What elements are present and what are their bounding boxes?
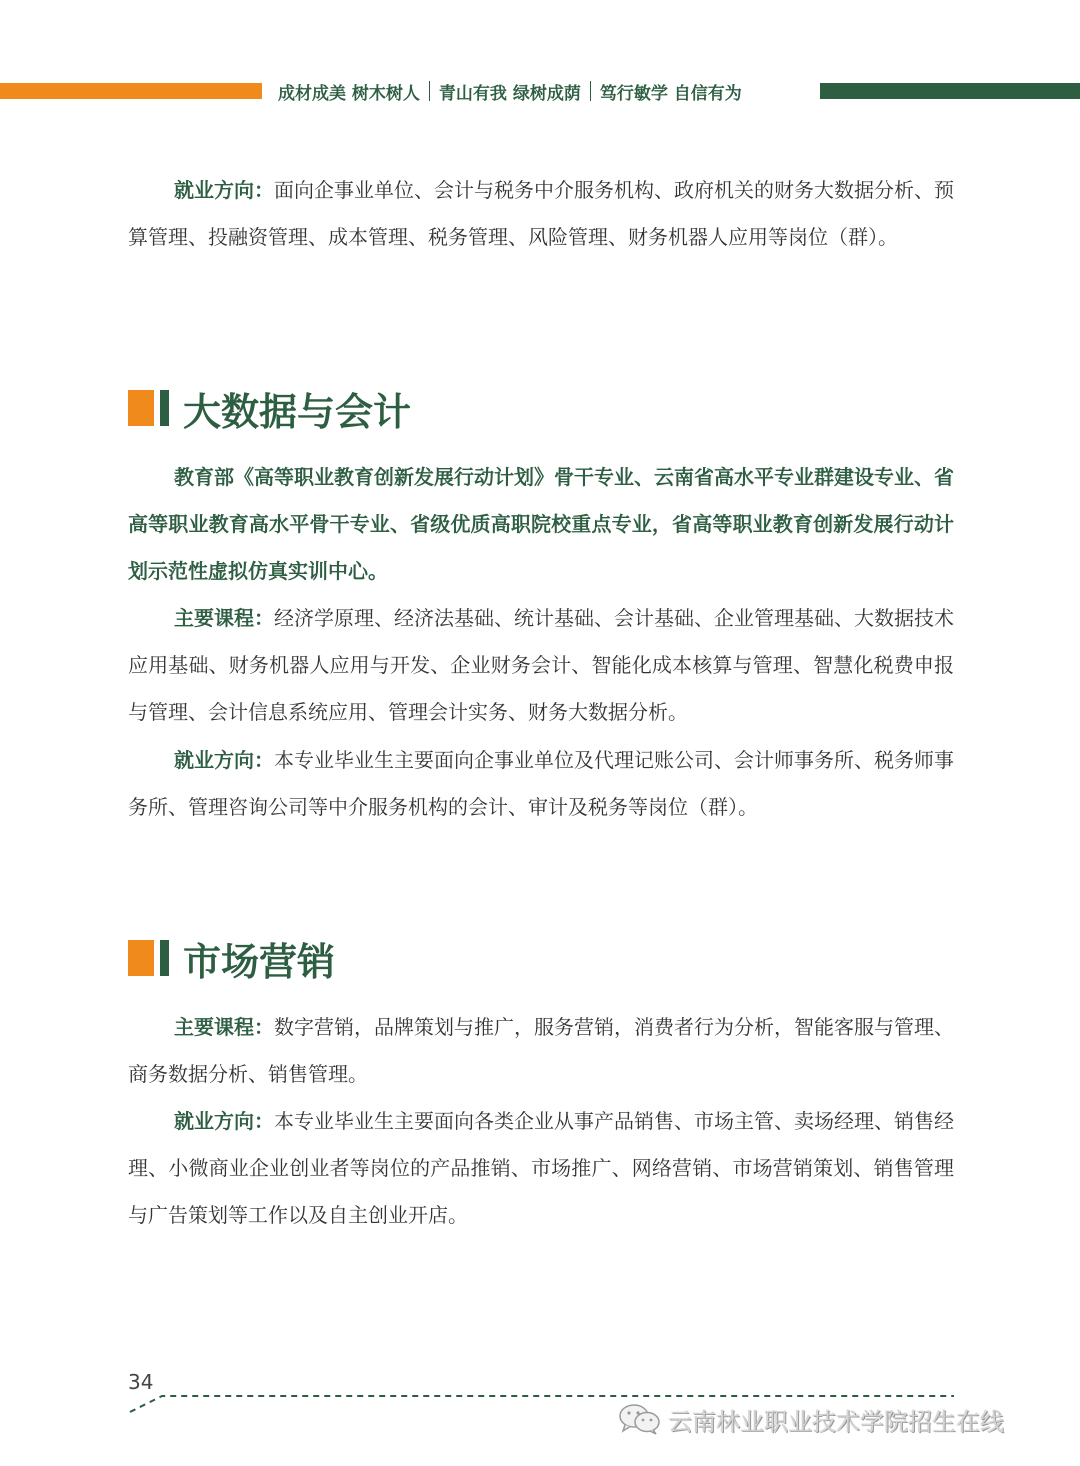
watermark-text: 云南林业职业技术学院招生在线 [668,1407,1004,1436]
marketing-courses [128,1004,954,1098]
section-title: 大数据与会计 [183,389,412,434]
marketing-jobs [128,1098,954,1239]
motto-phrase-2: 青山有我 绿树成荫 [438,83,581,104]
intro-jobs-label: 就业方向： [174,178,274,202]
courses-text: 经济学原理、经济法基础、统计基础、会计基础、企业管理基础、大数据技术应用基础、财务机器人应用与开发、企业财务会计、智能化成本核算与管理、智慧化税费申报与管理、会计信息系统应用、管理会计实务、财务大数据分析。 [128,606,954,724]
big-data-accounting-honors: 教育部《高等职业教育创新发展行动计划》骨干专业、云南省高水平专业群建设专业、省高等职业教育高水平骨干专业、省级优质高职院校重点专业，省高等职业教育创新发展行动计划示范性虚拟仿真实训中心。 [128,465,954,583]
courses-label: 主要课程： [174,1015,274,1039]
heading-orange-square [128,940,154,976]
motto-phrase-3: 笃行敏学 自信有为 [599,83,742,104]
courses-text: 数字营销，品牌策划与推广，服务营销，消费者行为分析，智能客服与管理、商务数据分析、销售管理。 [128,1015,954,1086]
heading-orange-square [128,390,154,426]
motto-divider [429,81,430,101]
header-motto [278,77,808,105]
intro-jobs-paragraph [128,167,954,261]
intro-jobs-text: 面向企事业单位、会计与税务中介服务机构、政府机关的财务大数据分析、预算管理、投融资管理、成本管理、税务管理、风险管理、财务机器人应用等岗位（群）。 [128,178,954,249]
wechat-icon [618,1403,662,1435]
big-data-accounting-jobs [128,737,954,831]
jobs-text: 本专业毕业生主要面向企事业单位及代理记账公司、会计师事务所、税务师事务所、管理咨询公司等中介服务机构的会计、审计及税务等岗位（群）。 [128,748,954,819]
courses-label: 主要课程： [174,606,274,630]
heading-green-bar [160,940,169,976]
header-orange-bar [0,83,262,99]
jobs-label: 就业方向： [174,1109,274,1133]
motto-phrase-1: 成材成美 树木树人 [278,83,420,104]
watermark [618,1401,1004,1437]
motto-divider [590,81,591,101]
heading-green-bar [160,390,169,426]
jobs-label: 就业方向： [174,748,274,772]
section-title: 市场营销 [183,939,336,984]
big-data-accounting-courses [128,595,954,736]
header-green-bar [820,83,1080,99]
section-heading-big-data-accounting [128,386,412,434]
jobs-text: 本专业毕业生主要面向各类企业从事产品销售、市场主管、卖场经理、销售经理、小微商业企业创业者等岗位的产品推销、市场推广、网络营销、市场营销策划、销售管理与广告策划等工作以及自主创业开店。 [128,1109,954,1227]
page-number: 34 [128,1370,154,1394]
section-heading-marketing [128,936,336,984]
